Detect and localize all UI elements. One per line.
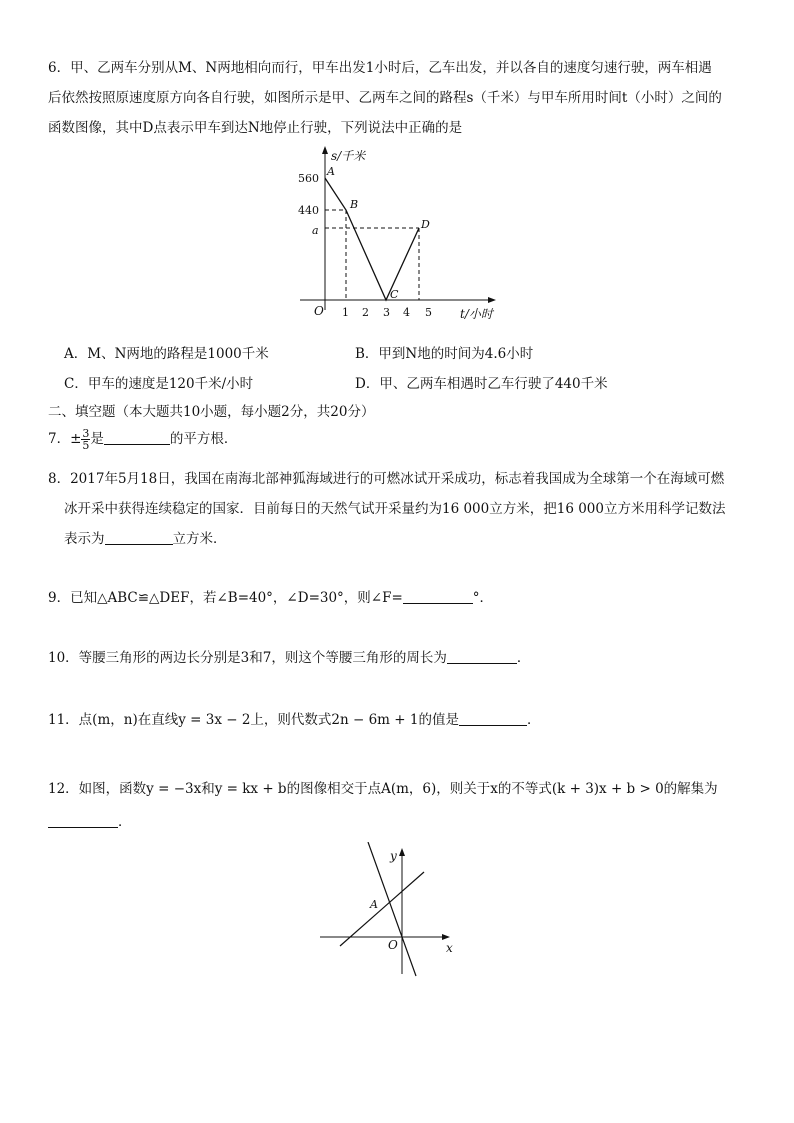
distance-polyline bbox=[325, 178, 419, 300]
origin-label: O bbox=[314, 304, 324, 318]
y-axis-arrow bbox=[322, 146, 328, 154]
q6-option-c: C．甲车的速度是120千米/小时 bbox=[64, 376, 254, 392]
q8-line2: 冰开采中获得连续稳定的国家．目前每日的天然气试开采量约为16 000立方米，把16 000立方米用科学记数法 bbox=[64, 501, 726, 517]
y-axis-label: y bbox=[390, 849, 397, 863]
q6-line2: 后依然按照原速度原方向各自行驶，如图所示是甲、乙两车之间的路程s（千米）与甲车所用时间t（小时）之间的 bbox=[48, 90, 722, 106]
q7 bbox=[48, 427, 237, 451]
q11: 11．点(m，n)在直线y = 3x − 2上，则代数式2n − 6m + 1的值是 ． bbox=[48, 712, 541, 728]
x-axis-label: t/小时 bbox=[460, 307, 493, 321]
q6-option-d: D．甲、乙两车相遇时乙车行驶了440千米 bbox=[355, 376, 608, 392]
point-a-label: A bbox=[327, 165, 335, 178]
q7-suffix: 的平方根． bbox=[169, 431, 238, 447]
x-axis-arrow bbox=[488, 297, 496, 303]
q7-prefix: 7．± bbox=[48, 431, 82, 447]
point-d-label: D bbox=[421, 218, 430, 231]
q10-blank[interactable] bbox=[447, 649, 517, 664]
x-axis-arrow bbox=[442, 934, 450, 940]
x-tick-4: 4 bbox=[403, 306, 410, 319]
q8-line3: 表示为 立方米． bbox=[64, 531, 227, 547]
y-tick-560: 560 bbox=[298, 172, 319, 185]
x-axis-label: x bbox=[446, 941, 453, 955]
q10: 10．等腰三角形的两边长分别是3和7，则这个等腰三角形的周长为 ． bbox=[48, 650, 531, 666]
q8-blank[interactable] bbox=[105, 530, 173, 545]
origin-label: O bbox=[388, 938, 398, 952]
q12-line2: ． bbox=[48, 810, 132, 830]
q11-blank[interactable] bbox=[459, 711, 527, 726]
q12-line1: 12．如图，函数y = −3x和y = kx + b的图像相交于点A(m，6)，则关于x的不等式(k + 3)x + b > 0的解集为 bbox=[48, 781, 718, 797]
q7-blank[interactable] bbox=[104, 430, 170, 445]
x-tick-1: 1 bbox=[342, 306, 349, 319]
point-a-label: A bbox=[370, 898, 378, 911]
q6-line3: 函数图像，其中D点表示甲车到达N地停止行驶，下列说法中正确的是 bbox=[48, 120, 463, 136]
point-c-label: C bbox=[390, 288, 399, 301]
q6-option-a: A．M、N两地的路程是1000千米 bbox=[64, 346, 269, 362]
q6-option-b: B．甲到N地的时间为4.6小时 bbox=[355, 346, 534, 362]
y-axis-arrow bbox=[399, 848, 405, 856]
x-tick-3: 3 bbox=[383, 306, 390, 319]
q12-linear-graph bbox=[316, 842, 466, 982]
q9-blank[interactable] bbox=[403, 589, 473, 604]
line-y-kx-b bbox=[340, 872, 424, 946]
x-tick-2: 2 bbox=[362, 306, 369, 319]
y-tick-a: a bbox=[312, 224, 319, 237]
point-b-label: B bbox=[350, 198, 359, 211]
q7-fraction: $\frac{3}{5}$ bbox=[82, 427, 90, 452]
y-tick-440: 440 bbox=[298, 204, 319, 217]
q9: 9．已知△ABC≌△DEF，若∠B=40°，∠D=30°，则∠F= °． bbox=[48, 590, 494, 606]
q12-blank[interactable] bbox=[48, 813, 118, 828]
q6-line1: 6．甲、乙两车分别从M、N两地相向而行，甲车出发1小时后，乙车出发，并以各自的速度匀速行驶，两车相遇 bbox=[48, 60, 712, 76]
q8-line1: 8．2017年5月18日，我国在南海北部神狐海域进行的可燃冰试开采成功，标志着我国成为全球第一个在海域可燃 bbox=[48, 471, 725, 487]
q6-distance-time-graph bbox=[290, 140, 510, 330]
q7-mid: 是 bbox=[90, 431, 104, 447]
x-tick-5: 5 bbox=[425, 306, 432, 319]
section-2-heading: 二、填空题（本大题共10小题，每小题2分，共20分） bbox=[48, 404, 375, 420]
y-axis-label: s/千米 bbox=[331, 149, 366, 163]
